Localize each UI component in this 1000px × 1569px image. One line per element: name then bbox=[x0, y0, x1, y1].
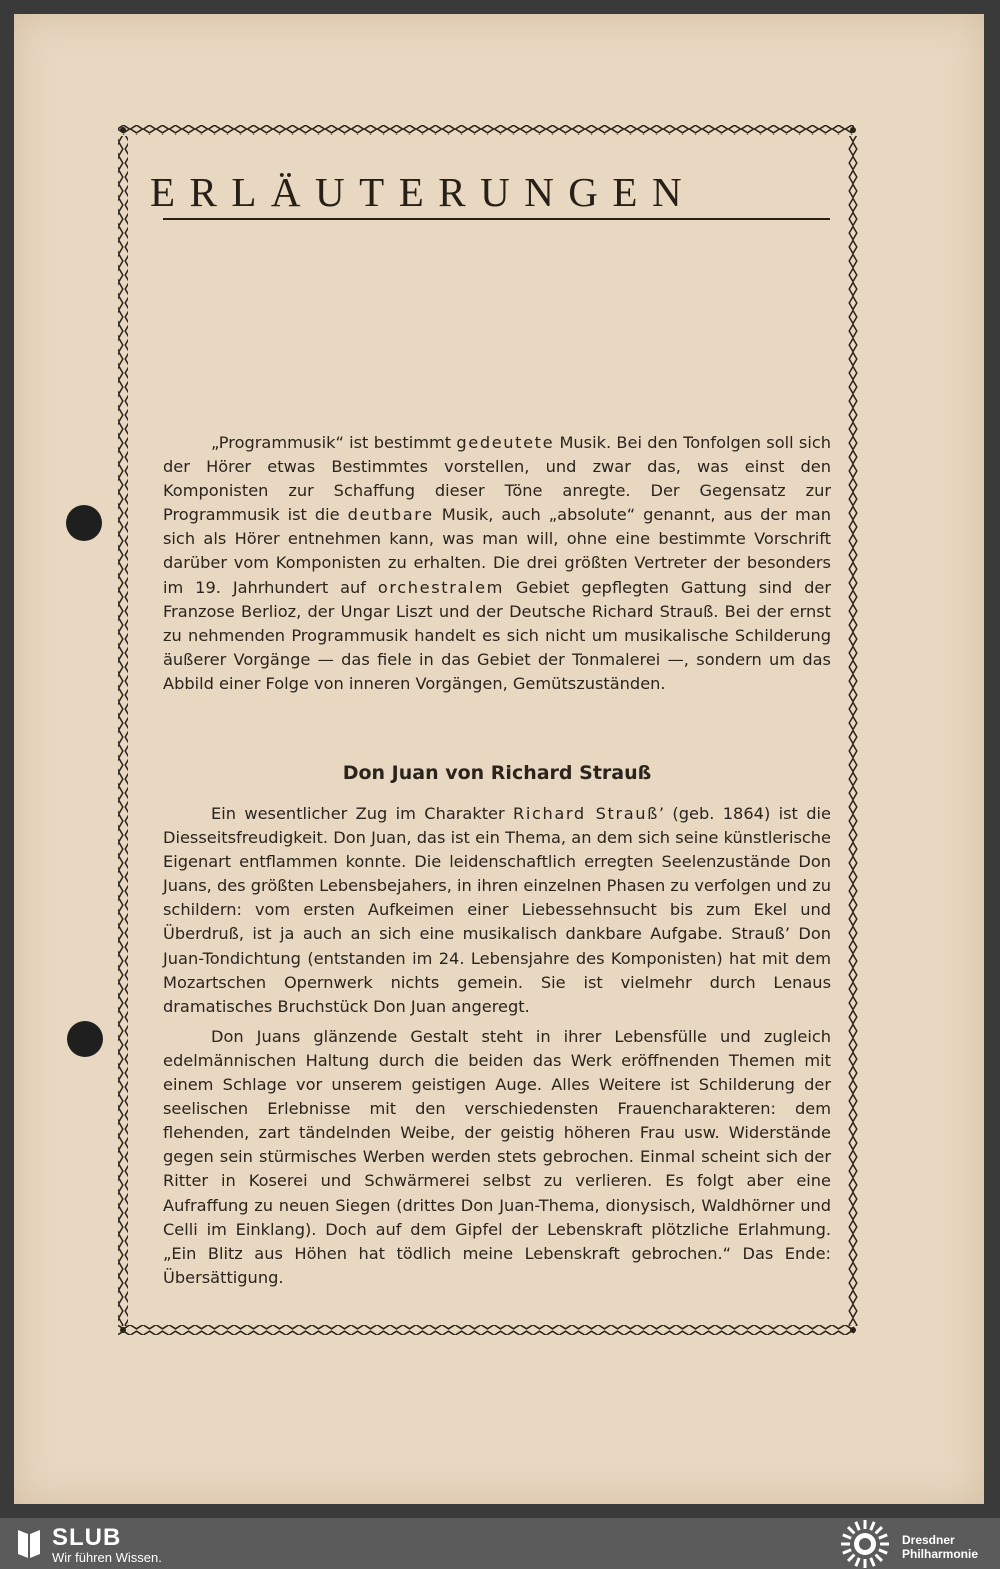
slub-book-icon bbox=[16, 1526, 42, 1560]
punch-hole-top bbox=[66, 505, 102, 541]
body-block bbox=[163, 802, 831, 1290]
library-name[interactable]: SLUB bbox=[52, 1524, 122, 1551]
page-title: ERLÄUTERUNGEN bbox=[150, 169, 697, 215]
punch-hole-bottom bbox=[67, 1021, 103, 1057]
intro-paragraph: „Programmusik“ ist bestimmt gedeutete Musik. Bei den Tonfolgen soll sich der Hörer etwas Bestimmtes vorstellen, und zwar das, was einst den Komponisten zur Schaffung dieser Töne anregte. Der Gegensatz zur Programmusik ist die deutbare Musik, auch „absolute“ genannt, aus der man sich als Hörer entnehmen kann, was man will, ohne eine bestimmte Vorschrift darüber vom Komponisten zu erhalten. Die drei größten Vertreter der besonders im 19. Jahrhundert auf orchestralem Gebiet gepflegten Gattung sind der Franzose Berlioz, der Ungar Liszt und der Deutsche Richard Strauß. Bei der ernst zu nehmenden Programmusik handelt es sich nicht um musikalische Schilderung äußerer Vorgänge — das fiele in das Gebiet der Tonmalerei —, sondern um das Abbild einer Folge von inneren Vorgängen, Gemütszuständen. bbox=[163, 433, 832, 693]
title-underline bbox=[163, 218, 830, 220]
partner-name[interactable]: Dresdner Philharmonie bbox=[902, 1533, 979, 1561]
body-paragraph-2: Don Juans glänzende Gestalt steht in ihrer Lebensfülle und zugleich edelmännischen Haltung durch die beiden das Werk eröffnenden Themen mit einem Schlage vor unserem geistigen Auge. Alles Weitere ist Schilderung der seelischen Erlebnisse mit den verschiedensten Frauencharakteren: dem flehenden, zart tändelnden Weibe, der geistig höheren Frau usw. Widerstände gegen sein stürmisches Werben werden stets gebrochen. Einmal scheint sich der Ritter in Koserei und Schwärmerei selbst zu verlieren. Es folgt aber eine Aufraffung zu neuen Siegen (drittes Don Juan-Thema, dionysisch, Waldhörner und Celli im Einklang). Doch auf dem Gipfel der Lebenskraft plötzliche Erlahmung. „Ein Blitz aus Höhen hat tödlich meine Lebenskraft gebrochen.“ Das Ende: Übersättigung. bbox=[163, 1026, 831, 1287]
intro-block bbox=[163, 431, 831, 696]
section-heading: Don Juan von Richard Strauß bbox=[342, 762, 652, 784]
body-paragraph-1: Ein wesentlicher Zug im Charakter Richard Strauß’ (geb. 1864) ist die Diesseitsfreudigkeit. Don Juan, das ist ein Thema, an dem sich seine künstlerische Eigenart entflammen konnte. Die leidenschaftlich erregten Seelenzustände Don Juans, des größten Lebensbejahers, in ihren einzelnen Phasen zu verfolgen und zu schildern: vom ersten Aufkeimen einer Liebessehnsucht bis zum Ekel und Überdruß, ist ja auch an sich eine musikalisch dankbare Aufgabe. Strauß’ Don Juan-Tondichtung (entstanden im 24. Lebensjahre des Komponisten) hat mit dem Mozartschen Opernwerk nichts gemein. Sie ist vielmehr durch Lenaus dramatisches Bruchstück Don Juan angeregt. bbox=[163, 804, 831, 1016]
philharmonie-logo-icon bbox=[840, 1519, 890, 1569]
library-tagline: Wir führen Wissen. bbox=[52, 1550, 162, 1565]
